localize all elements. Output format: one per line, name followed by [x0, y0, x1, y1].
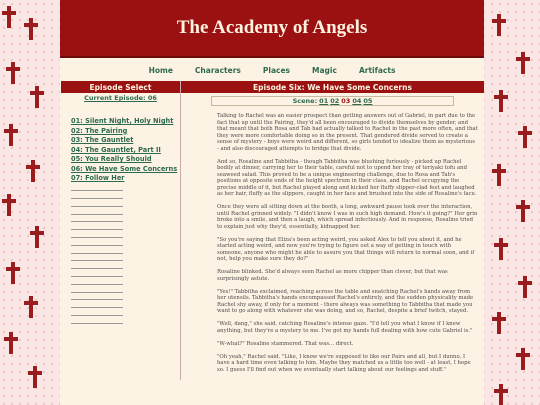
- story-paragraph: And so, Rosaline and Tabbitha - though Tabbitha was blushing furiously - picked up Rachel bodily at dinner, carrying her to their table, careful not to upend her tray of teriyaki tofu and seaweed salad. This proved to be a unique engineering challenge, due to Rosa and Tab's positions at opposite ends of the height spectrum in their class, and Rachel occupying the precise middle of it, but Rachel played along and kicked her fluffy slipper-clad feet and laughed as her hair, fluffy as the slippers, caught in her face and brushed into the side of Rosaline's face.: [217, 158, 477, 197]
- empty-slot: [71, 277, 123, 285]
- current-episode-link[interactable]: Current Episode: 06: [84, 94, 157, 102]
- episode-link[interactable]: 03: The Gauntlet: [71, 136, 134, 144]
- cross-icon: [518, 126, 532, 148]
- cross-icon: [492, 164, 506, 186]
- cross-icon: [516, 200, 530, 222]
- empty-slot: [71, 246, 123, 254]
- empty-slot: [71, 261, 123, 269]
- nav-characters[interactable]: Characters: [194, 66, 241, 75]
- cross-icon: [28, 366, 42, 388]
- scene-current: 03: [341, 97, 351, 105]
- story-paragraph: Talking to Rachel was an easier prospect than getting answers out of Gabriel, in part due to the fact that up until the Pairing, they'd all been encouraged to divide themselves by gender, and that meant that both Rosa and Tab had actually talked to Rachel in the past more often, and that they were more comfortable doing so in the present. That gendered divide served to create a sense of mystery - boys were weird and different, so girls tended to idealize them as mysterious - and also discouraged attempts to bridge that divide.: [217, 113, 478, 152]
- story-paragraph: "Oh yeah," Rachel said. "Like, I know we're supposed to like our Pairs and all, but I dunno, I have a hard time even talking to him. Maybe they matched us a little too well - at least, I hope so. I guess I'll find out when we eventually start talking about our feelings and stuff.": [217, 353, 471, 373]
- scene-label: Scene:: [292, 97, 318, 105]
- episode-link[interactable]: 06: We Have Some Concerns: [71, 164, 178, 173]
- site-title: The Academy of Angels: [176, 17, 368, 38]
- episode-sidebar: [61, 81, 181, 380]
- cross-icon: [494, 384, 508, 405]
- cross-icon: [4, 332, 18, 354]
- empty-slot: [71, 191, 123, 199]
- empty-slot: [71, 308, 123, 316]
- cross-icon: [494, 90, 508, 112]
- sidebar-heading: Episode Select: [61, 81, 180, 93]
- cross-icon: [4, 124, 18, 146]
- episode-heading: Episode Six: We Have Some Concerns: [181, 81, 484, 93]
- cross-icon: [516, 52, 530, 74]
- empty-slot: [71, 207, 123, 215]
- episode-list: [71, 117, 180, 324]
- empty-slot: [71, 285, 123, 293]
- story-paragraph: "Well, dang," she said, catching Rosaline's intense gaze. "I'd tell you what I know if I knew anything, but they're a mystery to me. I've got my hands full dealing with how cute Gabriel is.": [217, 321, 473, 334]
- cross-icon: [492, 312, 506, 334]
- cross-icon: [24, 18, 38, 40]
- nav-places[interactable]: Places: [262, 66, 291, 75]
- scene-link[interactable]: 02: [330, 97, 340, 105]
- cross-icon: [26, 160, 40, 182]
- episode-link[interactable]: 04: The Gauntlet, Part II: [71, 145, 161, 154]
- empty-slot: [71, 269, 123, 277]
- empty-slot: [71, 184, 123, 192]
- cross-icon: [24, 296, 38, 318]
- empty-slot: [71, 300, 123, 308]
- scene-link[interactable]: 01: [319, 97, 329, 105]
- episode-content: [181, 81, 484, 380]
- site-banner: [60, 0, 484, 58]
- empty-slot: [71, 316, 123, 324]
- empty-slot: [71, 293, 123, 301]
- cross-icon: [30, 226, 44, 248]
- empty-slot: [71, 199, 123, 207]
- cross-icon: [6, 62, 20, 84]
- cross-icon: [6, 262, 20, 284]
- cross-icon: [518, 276, 532, 298]
- episode-link[interactable]: 02: The Pairing: [71, 126, 128, 135]
- episode-link[interactable]: 05: You Really Should: [71, 155, 152, 163]
- empty-slot: [71, 222, 123, 230]
- nav-magic[interactable]: Magic: [312, 66, 337, 75]
- episode-link[interactable]: 07: Follow Her: [71, 174, 125, 182]
- scene-link[interactable]: 04: [352, 97, 362, 105]
- story-paragraph: Rosaline blinked. She'd always seen Rachel as more chipper than clever, but that was surprisingly astute.: [217, 269, 448, 282]
- cross-icon: [516, 348, 530, 370]
- story-paragraph: Once they were all sitting down at the booth, a long, awkward pause took over the interaction, until Rachel grinned widely. "I didn't know I was in such high demand. How's it going?" Her grin broke into a smile, and then a laugh, which spread infectiously. And in response, Rosaline tried to explain just why they'd, essentially, kidnapped her.: [217, 204, 478, 230]
- story-text: [181, 106, 484, 373]
- cross-icon: [494, 238, 508, 260]
- page-container: [60, 0, 484, 405]
- empty-slot: [71, 215, 123, 223]
- cross-icon: [30, 86, 44, 108]
- story-paragraph: "W-what?" Rosaline stammered. That was... direct.: [217, 340, 354, 347]
- nav-artifacts[interactable]: Artifacts: [358, 66, 396, 75]
- scene-selector: [211, 96, 454, 106]
- cross-icon: [2, 6, 16, 28]
- nav-home[interactable]: Home: [148, 66, 173, 75]
- empty-slot: [71, 238, 123, 246]
- cross-icon: [2, 194, 16, 216]
- episode-link[interactable]: 01: Silent Night, Holy Night: [71, 117, 174, 125]
- top-nav: [60, 60, 484, 81]
- scene-link[interactable]: 05: [363, 97, 373, 105]
- empty-slot: [71, 230, 123, 238]
- cross-icon: [492, 14, 506, 36]
- story-paragraph: "So you're saying that Eliza's been acting weird, you asked Alex to tell you about it, and he started acting weird, and now you're trying to figure out a way of getting in touch with someone, anyone who might be able to assure you that things will return to normal soon, and if not, help you make sure they do?": [217, 236, 475, 262]
- story-paragraph: "Yes!" Tabbitha exclaimed, reaching across the table and snatching Rachel's hands away from her utensils. Tabbitha's hands encompassed Rachel's entirely, and the sudden physicality made Rachel shy away, if only for a moment - there always was something to Tabbitha that made you want to go along with whatever she was doing, and so, Rachel, despite a brief twitch, stayed.: [217, 288, 474, 314]
- empty-slot: [71, 254, 123, 262]
